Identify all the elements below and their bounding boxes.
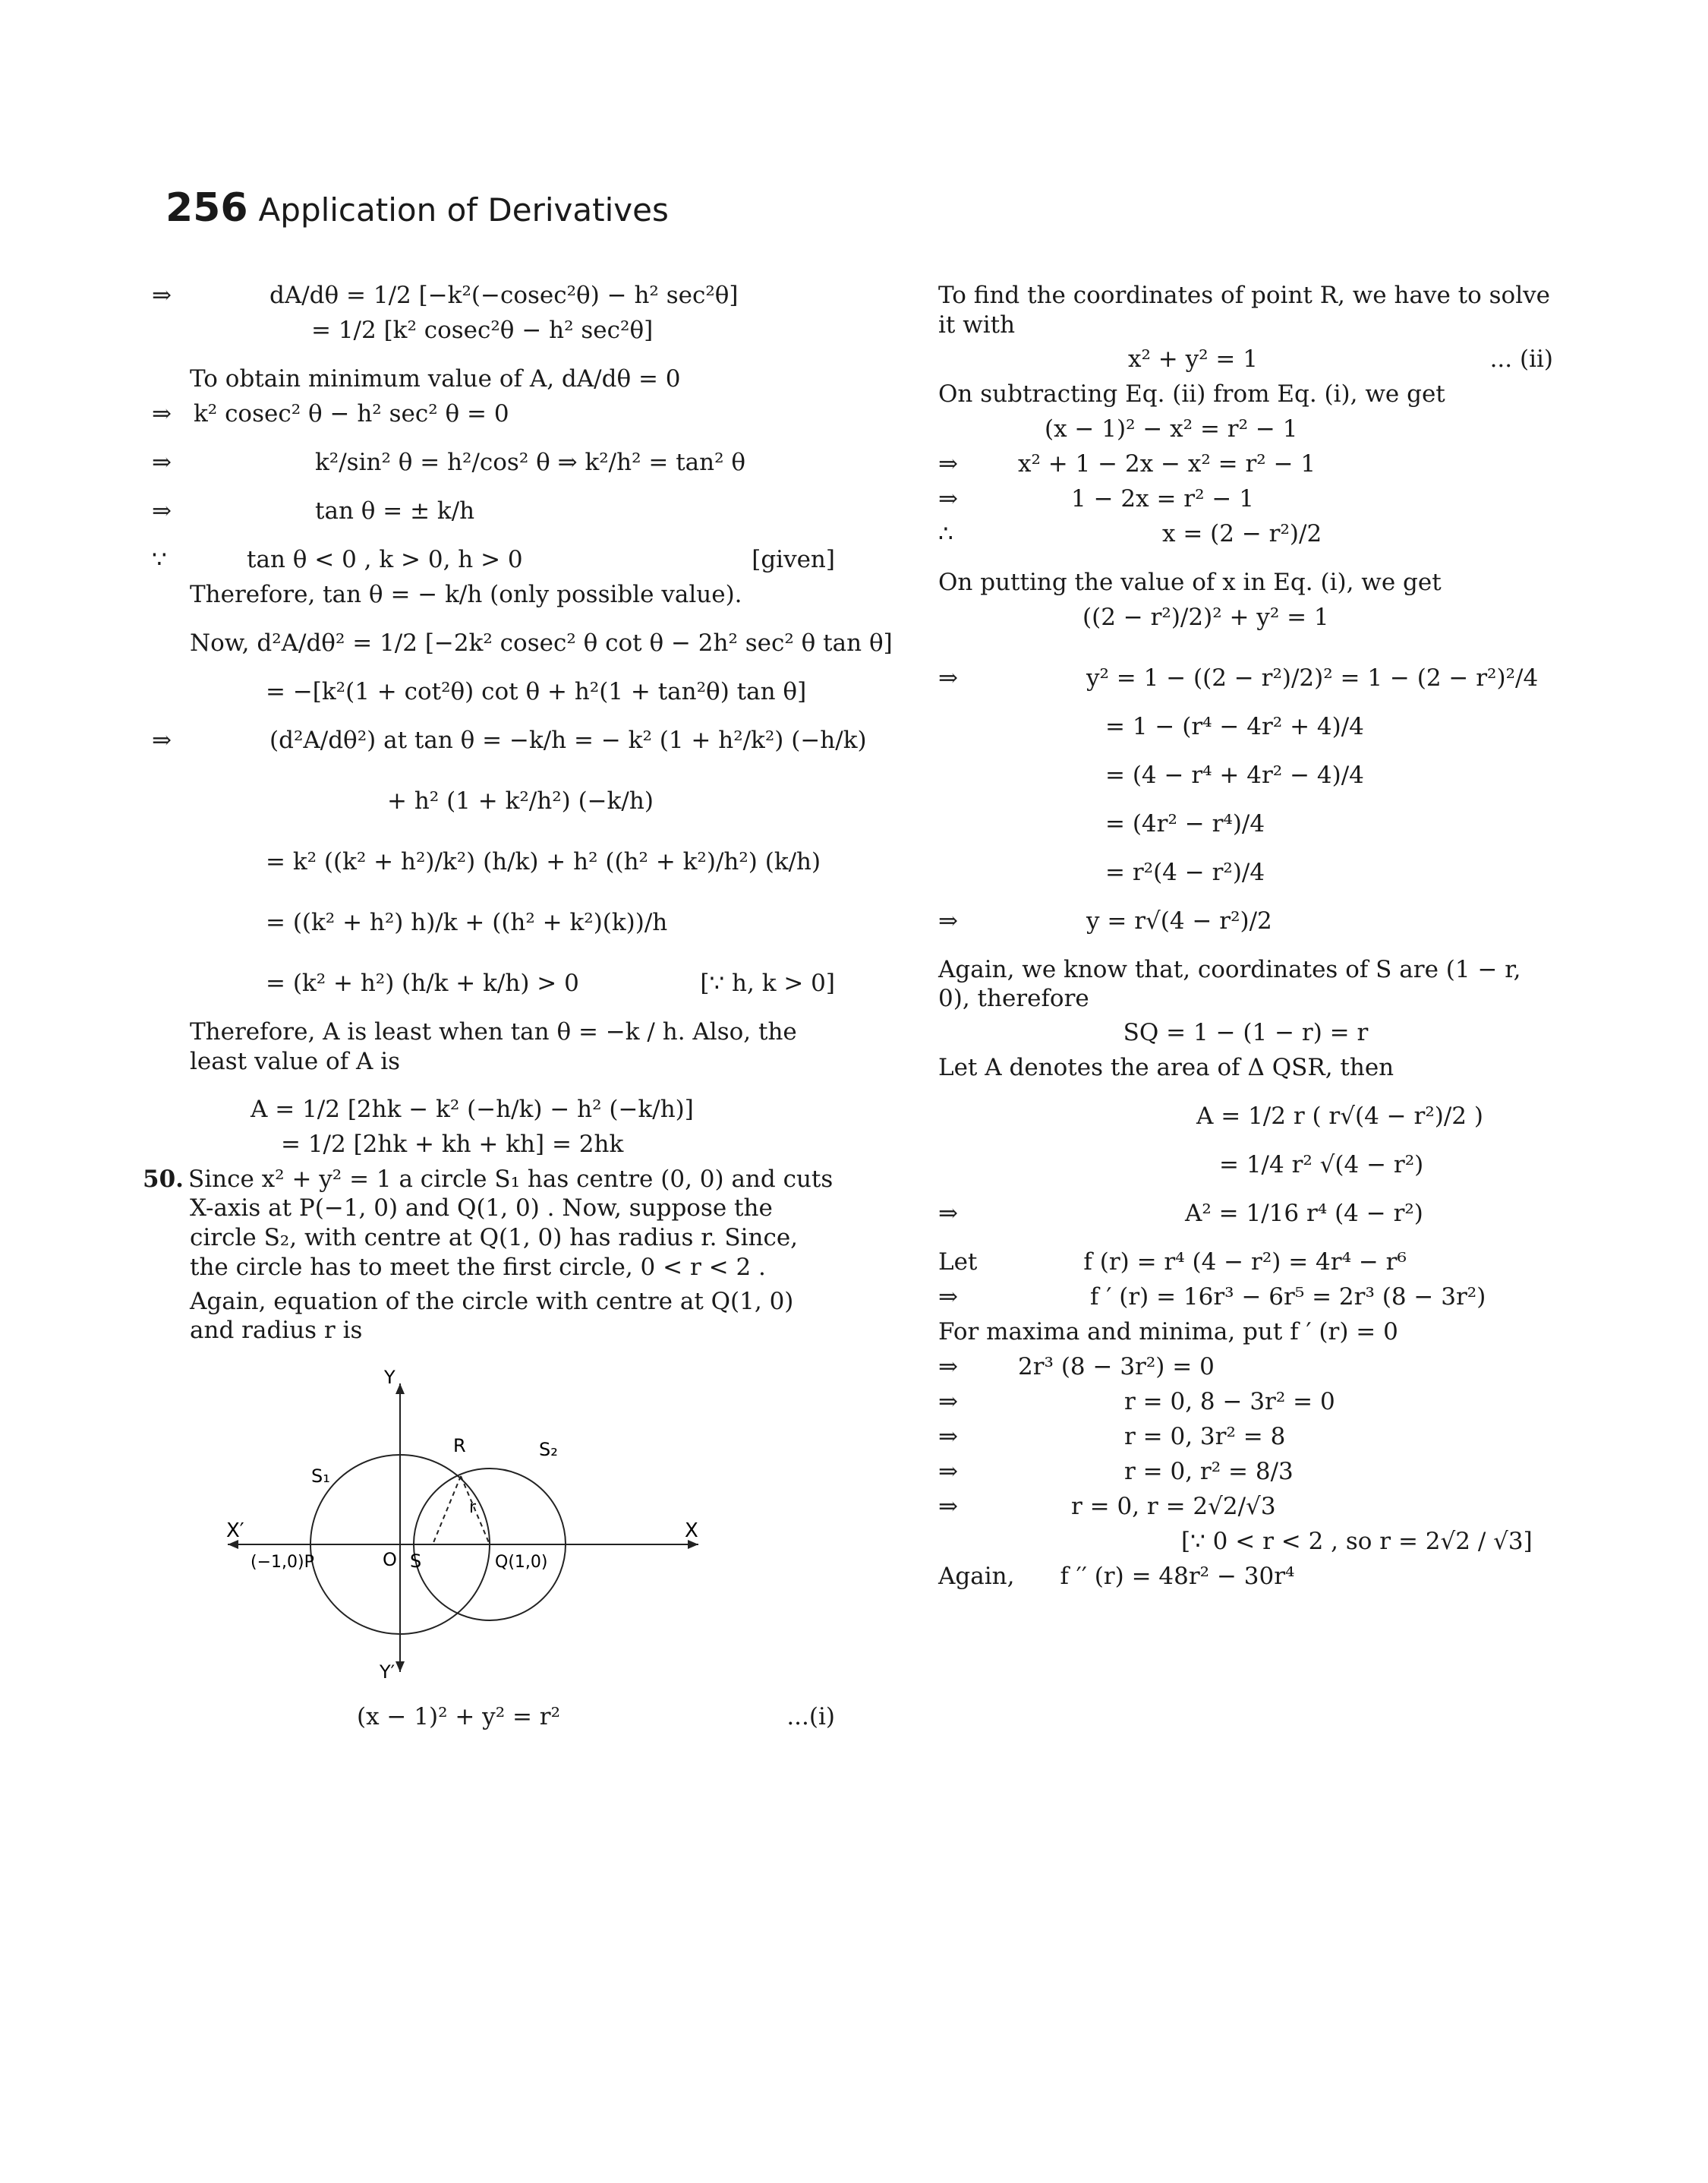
- label-origin: O: [383, 1549, 397, 1570]
- equation-line: + h² (1 + k²/h²) (−k/h): [387, 787, 654, 815]
- equation-tag: ...(i): [786, 1703, 835, 1730]
- implies-symbol: ⇒: [938, 1388, 958, 1415]
- equation-tag: ... (ii): [1489, 345, 1553, 373]
- equation-line: = ((k² + h²) h)/k + ((h² + k²)(k))/h: [266, 909, 668, 936]
- label-s-point: S: [410, 1550, 422, 1572]
- equation-line: ((2 − r²)/2)² + y² = 1: [1082, 603, 1329, 631]
- equation-line: ⇒ k² cosec² θ − h² sec² θ = 0: [152, 400, 509, 427]
- y-axis-arrow: [395, 1661, 405, 1672]
- equation-line: = (k² + h²) (h/k + k/h) > 0 [∵ h, k > 0]: [266, 970, 835, 997]
- implies-symbol: ⇒: [938, 450, 958, 478]
- implies-symbol: ⇒: [152, 449, 172, 476]
- label-y-prime: Y′: [380, 1661, 395, 1683]
- equation-line: SQ = 1 − (1 − r) = r: [1123, 1019, 1369, 1046]
- again-label: Again,: [938, 1563, 1015, 1590]
- equation-line: ⇒ r = 0, 8 − 3r² = 0: [938, 1388, 1335, 1415]
- label-s1: S₁: [311, 1465, 330, 1487]
- equation-line: ⇒ k²/sin² θ = h²/cos² θ ⇒ k²/h² = tan² θ: [152, 449, 746, 476]
- equation-line: [∵ 0 < r < 2 , so r = 2√2 / √3]: [1181, 1528, 1533, 1555]
- equation-line: ⇒ r = 0, 3r² = 8: [938, 1423, 1286, 1450]
- label-p-point: (−1,0)P: [251, 1553, 314, 1572]
- equation-line: = k² ((k² + h²)/k²) (h/k) + h² ((h² + k²)/h²) (k/h): [266, 848, 821, 875]
- equation-line: ⇒ x² + 1 − 2x − x² = r² − 1: [938, 450, 1316, 478]
- equation-line: = 1/2 [k² cosec²θ − h² sec²θ]: [311, 317, 654, 344]
- equation-line: ⇒ r = 0, r² = 8/3: [938, 1458, 1294, 1485]
- equation-line: Let f (r) = r⁴ (4 − r²) = 4r⁴ − r⁶: [938, 1248, 1407, 1276]
- equation-line: (x − 1)² − x² = r² − 1: [1045, 415, 1298, 443]
- equation-line: ⇒ 2r³ (8 − 3r²) = 0: [938, 1353, 1215, 1380]
- equation-line: = 1/2 [2hk + kh + kh] = 2hk: [281, 1130, 624, 1158]
- implies-symbol: ⇒: [152, 727, 172, 754]
- equation-line: = r²(4 − r²)/4: [1105, 858, 1265, 886]
- chord-line: [433, 1476, 461, 1544]
- implies-symbol: ⇒: [152, 282, 172, 309]
- text-line: To obtain minimum value of A, dA/dθ = 0: [190, 365, 681, 393]
- equation-line: ∴ x = (2 − r²)/2: [938, 519, 1322, 547]
- right-column: [938, 281, 1553, 1597]
- text-line: Again, equation of the circle with centre at Q(1, 0) and radius r is: [190, 1287, 794, 1345]
- equation-line: ⇒ 1 − 2x = r² − 1: [938, 484, 1254, 513]
- left-column: [143, 281, 893, 1737]
- implies-symbol: ⇒: [152, 497, 172, 525]
- implies-symbol: ⇒: [938, 484, 958, 513]
- implies-symbol: ⇒: [938, 907, 958, 935]
- text-line: On putting the value of x in Eq. (i), we get: [938, 568, 1442, 596]
- circles-figure: [220, 1368, 706, 1687]
- equation-line: ⇒ A² = 1/16 r⁴ (4 − r²): [938, 1200, 1423, 1227]
- equation-line: ⇒ dA/dθ = 1/2 [−k²(−cosec²θ) − h² sec²θ]: [152, 282, 739, 309]
- text-line: For maxima and minima, put f ′ (r) = 0: [938, 1318, 1398, 1345]
- implies-symbol: ⇒: [938, 1493, 958, 1520]
- implies-symbol: ⇒: [938, 1353, 958, 1380]
- equation-tag: [∵ h, k > 0]: [700, 970, 835, 997]
- question-number: 50.: [143, 1165, 184, 1193]
- equation-line: ⇒ y = r√(4 − r²)/2: [938, 907, 1272, 935]
- page-header: [165, 185, 669, 231]
- implies-symbol: ⇒: [938, 1283, 958, 1311]
- equation-line: x² + y² = 1 ... (ii): [1128, 345, 1553, 373]
- implies-symbol: ⇒: [152, 400, 172, 427]
- text-line: Therefore, A is least when tan θ = −k / h. Also, the least value of A is: [190, 1018, 797, 1075]
- equation-line: ⇒ r = 0, r = 2√2/√3: [938, 1493, 1276, 1520]
- question-50: 50. Since x² + y² = 1 a circle S₁ has centre (0, 0) and cuts X-axis at P(−1, 0) and Q(1, 0) . Now, suppose the circle S₂, with centre at Q(1, 0) has radius r. Since, the circle has to meet the first circle, 0 < r < 2 .: [143, 1165, 834, 1281]
- equation-line: A = 1/2 r ( r√(4 − r²)/2 ): [1196, 1103, 1483, 1130]
- chapter-title: Application of Derivatives: [258, 191, 669, 229]
- text-line: Therefore, tan θ = − k/h (only possible value).: [190, 581, 742, 608]
- implies-symbol: ⇒: [938, 1423, 958, 1450]
- equation-line: ⇒ f ′ (r) = 16r³ − 6r⁵ = 2r³ (8 − 3r²): [938, 1283, 1486, 1311]
- equation-tag: [given]: [752, 546, 835, 573]
- equation-line: ∵ tan θ < 0 , k > 0, h > 0 [given]: [152, 546, 835, 573]
- label-x-prime: X′: [226, 1519, 244, 1542]
- therefore-symbol: ∴: [938, 519, 953, 547]
- equation-line: A = 1/2 [2hk − k² (−h/k) − h² (−k/h)]: [251, 1095, 694, 1123]
- equation-line: Again, f ′′ (r) = 48r² − 30r⁴: [938, 1563, 1295, 1590]
- label-radius-r: r: [469, 1498, 477, 1517]
- implies-symbol: ⇒: [938, 1458, 958, 1485]
- label-x: X: [685, 1519, 698, 1542]
- equation-line: = −[k²(1 + cot²θ) cot θ + h²(1 + tan²θ) tan θ]: [266, 678, 807, 705]
- text-line: On subtracting Eq. (ii) from Eq. (i), we get: [938, 380, 1445, 408]
- label-y: Y: [384, 1368, 395, 1388]
- equation-line: = 1/4 r² √(4 − r²): [1219, 1151, 1424, 1178]
- implies-symbol: ⇒: [938, 1200, 958, 1227]
- equation-line: ⇒ (d²A/dθ²) at tan θ = −k/h = − k² (1 + h²/k²) (−h/k): [152, 727, 867, 754]
- text-line: To find the coordinates of point R, we have to solve it with: [938, 282, 1550, 339]
- because-symbol: ∵: [152, 546, 167, 573]
- label-s2: S₂: [539, 1439, 558, 1460]
- text-line: Again, we know that, coordinates of S are (1 − r, 0), therefore: [938, 955, 1521, 1013]
- equation-line: ⇒ y² = 1 − ((2 − r²)/2)² = 1 − (2 − r²)²/4: [938, 664, 1539, 692]
- equation-line: ⇒ tan θ = ± k/h: [152, 497, 475, 525]
- y-axis-arrow: [395, 1383, 405, 1394]
- label-q-point: Q(1,0): [495, 1553, 548, 1572]
- let-label: Let: [938, 1248, 978, 1276]
- page-number: 256: [165, 185, 248, 231]
- equation-line: Now, d²A/dθ² = 1/2 [−2k² cosec² θ cot θ − 2h² sec² θ tan θ]: [190, 629, 893, 657]
- equation-line: (x − 1)² + y² = r² ...(i): [357, 1703, 835, 1730]
- label-r-point: R: [453, 1435, 466, 1456]
- equation-line: = (4r² − r⁴)/4: [1105, 809, 1265, 838]
- equation-line: = (4 − r⁴ + 4r² − 4)/4: [1105, 761, 1364, 789]
- text-line: Let A denotes the area of Δ QSR, then: [938, 1054, 1394, 1081]
- implies-symbol: ⇒: [938, 664, 958, 692]
- equation-line: = 1 − (r⁴ − 4r² + 4)/4: [1105, 712, 1364, 740]
